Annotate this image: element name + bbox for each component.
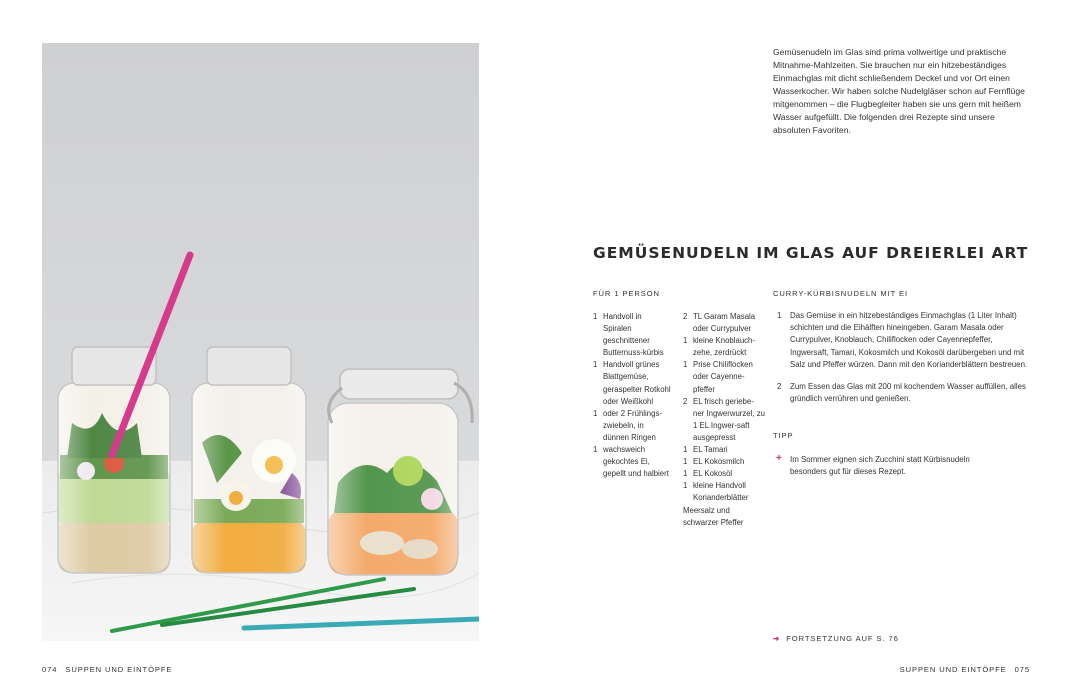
- footer-left: [42, 665, 172, 674]
- arrow-right-icon: ➜: [773, 634, 781, 643]
- jar-carrot: [328, 369, 472, 575]
- ingredient-item: Meersalz und schwarzer Pfeffer: [683, 505, 744, 527]
- ingredient-item: 1 Handvoll in Spiralen geschnittener Butternuss-kürbis: [593, 312, 664, 358]
- ingredients-column-1: [593, 311, 671, 480]
- section-name-right: SUPPEN UND EINTÖPFE: [899, 665, 1007, 674]
- jars-illustration: [42, 43, 479, 641]
- ingredient-item: 2 TL Garam Masala oder Currypulver: [683, 312, 756, 334]
- ingredient-item: 1 wachsweich gekochtes Ei, gepellt und halbiert: [593, 445, 669, 479]
- servings-label: FÜR 1 PERSON: [593, 289, 660, 298]
- page-number-left: 074: [42, 665, 58, 674]
- page-number-right: 075: [1014, 665, 1030, 674]
- ingredient-item: 2 EL frisch geriebe-ner Ingwerwurzel, zu 1 EL Ingwer-saft ausgepresst: [683, 396, 765, 442]
- intro-paragraph: Gemüsenudeln im Glas sind prima vollwertige und praktische Mitnahme-Mahlzeiten. Sie brauchen nur ein hitzebeständiges Einmachglas mit dicht schließendem Deckel und vor Ort einen Wasserkocher. Wir haben solche Nudelgläser schon auf Fernflüge mitgenommen – die Flugbegleiter haben sie uns gern mit heißem Wasser aufgefüllt. Die folgenden drei Rezepte sind unsere absoluten Favoriten.: [773, 47, 1025, 135]
- step-2: 2 Zum Essen das Glas mit 200 ml kochendem Wasser auffüllen, alles gründlich verrühren und genießen.: [777, 382, 1026, 404]
- ingredients-column-2: [683, 311, 765, 529]
- ingredient-item: 1 kleine Handvoll Korianderblätter: [683, 481, 749, 503]
- recipe-subtitle: CURRY-KÜRBISNUDELN MIT EI: [773, 289, 909, 298]
- ingredient-item: 1 EL Kokosmilch: [683, 457, 745, 467]
- instructions: [773, 310, 1031, 415]
- footer-right: [900, 665, 1030, 674]
- recipe-heading: GEMÜSENUDELN IM GLAS AUF DREIERLEI ART: [593, 244, 1029, 262]
- jar-butternut: [192, 347, 306, 573]
- ingredient-item: 1 Handvoll grünes Blattgemüse, geraspelter Rotkohl oder Weißkohl: [593, 360, 671, 406]
- ingredient-item: 1 kleine Knoblauch-zehe, zerdrückt: [683, 336, 755, 358]
- ingredient-item: 1 EL Kokosöl: [683, 469, 733, 479]
- section-name-left: SUPPEN UND EINTÖPFE: [65, 665, 173, 674]
- continue-link[interactable]: ➜ FORTSETZUNG AUF S. 76: [773, 634, 899, 643]
- ingredient-item: 1 oder 2 Frühlings-zwiebeln, in dünnen Ringen: [593, 408, 662, 442]
- tip-label: TIPP: [773, 431, 794, 440]
- ingredient-item: 1 Prise Chiliflocken oder Cayenne-pfeffer: [683, 360, 753, 394]
- plus-icon: +: [776, 453, 782, 464]
- tip-block: [773, 454, 973, 478]
- jar-zucchini: [58, 347, 170, 573]
- ingredient-item: 1 EL Tamari: [683, 445, 728, 455]
- step-1: 1 Das Gemüse in ein hitzebeständiges Einmachglas (1 Liter Inhalt) schichten und die Eihälften hineingeben. Garam Masala oder Currypulver, Knoblauch, Chiliflocken oder Cayennepfeffer, Ingwersaft, Tamari, Kokosmilch und Kokosöl darübergeben und mit Salz und Pfeffer würzen. Dann mit den Korianderblättern bestreuen.: [777, 311, 1028, 369]
- jars-photo: [42, 43, 479, 641]
- tip-text: Im Sommer eignen sich Zucchini statt Kürbisnudeln besonders gut für dieses Rezept.: [790, 455, 970, 477]
